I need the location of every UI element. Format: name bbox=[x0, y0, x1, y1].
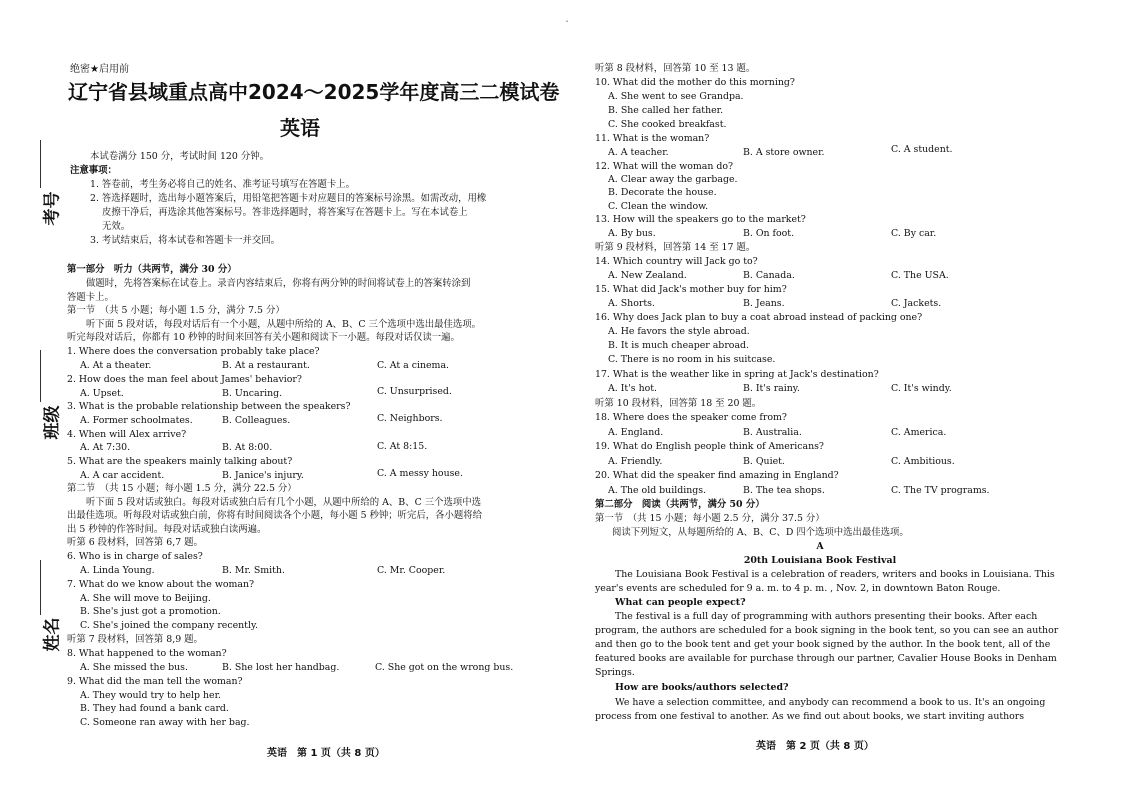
option-c: C. She got on the wrong bus. bbox=[375, 662, 514, 673]
option-a: A. Shorts. bbox=[608, 298, 655, 309]
question-stem: 9. What did the man tell the woman? bbox=[67, 676, 243, 687]
option-a: A. New Zealand. bbox=[608, 270, 687, 281]
option-c: C. There is no room in his suitcase. bbox=[608, 354, 776, 365]
option-b: B. Janice's injury. bbox=[222, 470, 304, 481]
right-page bbox=[560, 0, 1123, 794]
question-stem: 18. Where does the speaker come from? bbox=[595, 412, 787, 423]
page-footer: 英语 第 1 页（共 8 页） bbox=[267, 748, 385, 759]
option-c: C. At 8:15. bbox=[377, 441, 428, 452]
center-mark: ˆ bbox=[565, 20, 569, 29]
part1-section1: 第一节 （共 5 小题；每小题 1.5 分，满分 7.5 分） bbox=[67, 305, 285, 316]
option-b: B. She's just got a promotion. bbox=[80, 606, 221, 617]
option-c: C. She's joined the company recently. bbox=[80, 620, 258, 631]
option-a: A. They would try to help her. bbox=[80, 690, 222, 701]
option-a: A. A car accident. bbox=[80, 470, 165, 481]
question-stem: 13. How will the speakers go to the market? bbox=[595, 214, 806, 225]
option-a: A. By bus. bbox=[608, 228, 656, 239]
section1-intro: 听完每段对话后，你都有 10 秒钟的时间来回答有关小题和阅读下一小题。每段对话仅读一遍。 bbox=[67, 332, 460, 343]
passage-text: We have a selection committee, and anybody can recommend a book to us. It's an ongoing bbox=[615, 697, 1046, 708]
question-stem: 3. What is the probable relationship between the speakers? bbox=[67, 401, 351, 412]
option-b: B. Uncaring. bbox=[222, 388, 283, 399]
passage-text: program, the authors are scheduled for a book signing in the book tent, so you can see an author bbox=[595, 625, 1059, 636]
question-stem: 6. Who is in charge of sales? bbox=[67, 551, 203, 562]
option-c: C. The USA. bbox=[891, 270, 949, 281]
option-c: C. It's windy. bbox=[891, 383, 952, 394]
option-c: C. Ambitious. bbox=[891, 456, 955, 467]
option-b: B. Jeans. bbox=[743, 298, 785, 309]
option-c: C. A messy house. bbox=[377, 468, 463, 479]
question-stem: 4. When will Alex arrive? bbox=[67, 429, 187, 440]
material-heading: 听第 8 段材料，回答第 10 至 13 题。 bbox=[595, 63, 756, 74]
question-stem: 11. What is the woman? bbox=[595, 133, 710, 144]
subject-title: 英语 bbox=[280, 116, 320, 140]
option-b: B. At 8:00. bbox=[222, 442, 273, 453]
option-c: C. A student. bbox=[891, 144, 953, 155]
question-stem: 16. Why does Jack plan to buy a coat abroad instead of packing one? bbox=[595, 312, 923, 323]
option-a: A. A teacher. bbox=[608, 147, 669, 158]
notes-heading: 注意事项： bbox=[70, 165, 117, 176]
option-a: A. She missed the bus. bbox=[80, 662, 188, 673]
gutter-label-exam-number: 考号 bbox=[42, 191, 63, 226]
option-a: A. England. bbox=[608, 427, 664, 438]
notes-item: 2. 答选择题时，选出每小题答案后，用铅笔把答题卡对应题目的答案标号涂黑。如需改动，用橡 bbox=[90, 193, 487, 204]
left-page bbox=[0, 0, 560, 794]
part2-heading: 第二部分 阅读（共两节，满分 50 分） bbox=[595, 499, 765, 510]
material-heading: 听第 7 段材料，回答第 8,9 题。 bbox=[67, 634, 203, 645]
option-b: B. It is much cheaper abroad. bbox=[608, 340, 750, 351]
option-c: C. By car. bbox=[891, 228, 937, 239]
option-a: A. Linda Young. bbox=[80, 565, 155, 576]
gutter-line bbox=[40, 350, 41, 402]
option-c: C. She cooked breakfast. bbox=[608, 119, 727, 130]
question-stem: 14. Which country will Jack go to? bbox=[595, 256, 758, 267]
option-c: C. America. bbox=[891, 427, 947, 438]
question-stem: 5. What are the speakers mainly talking about? bbox=[67, 456, 293, 467]
section2-intro: 出 5 秒钟的作答时间。每段对话或独白读两遍。 bbox=[67, 524, 267, 535]
passage-text: process from one festival to another. As we find out about books, we start inviting authors bbox=[595, 711, 1025, 722]
exam-title: 辽宁省县域重点高中2024～2025学年度高三二模试卷 bbox=[68, 80, 560, 104]
option-b: B. She lost her handbag. bbox=[222, 662, 340, 673]
option-c: C. Clean the window. bbox=[608, 201, 709, 212]
part1-intro: 做题时，先将答案标在试卷上。录音内容结束后，你将有两分钟的时间将试卷上的答案转涂到 bbox=[86, 278, 471, 289]
question-stem: 2. How does the man feel about James' behavior? bbox=[67, 374, 302, 385]
passage-text: and then go to the book tent and get your book signed by the author. In the book tent, all of the bbox=[595, 639, 1051, 650]
option-a: A. At a theater. bbox=[80, 360, 152, 371]
option-b: B. Mr. Smith. bbox=[222, 565, 285, 576]
option-a: A. Upset. bbox=[80, 388, 124, 399]
option-c: C. Someone ran away with her bag. bbox=[80, 717, 250, 728]
section1-intro: 听下面 5 段对话，每段对话后有一个小题，从题中所给的 A、B、C 三个选项中选出最佳选项。 bbox=[86, 319, 481, 330]
gutter-label-class: 班级 bbox=[42, 405, 63, 440]
option-c: C. Neighbors. bbox=[377, 413, 443, 424]
material-heading: 听第 10 段材料，回答第 18 至 20 题。 bbox=[595, 398, 762, 409]
section2-intro: 听下面 5 段对话或独白。每段对话或独白后有几个小题，从题中所给的 A、B、C 三个选项中选 bbox=[86, 497, 481, 508]
option-c: C. Unsurprised. bbox=[377, 386, 452, 397]
option-a: A. She will move to Beijing. bbox=[80, 593, 211, 604]
option-b: B. A store owner. bbox=[743, 147, 825, 158]
option-a: A. Friendly. bbox=[608, 456, 663, 467]
gutter-line bbox=[40, 140, 41, 188]
option-a: A. Clear away the garbage. bbox=[608, 174, 738, 185]
option-b: B. At a restaurant. bbox=[222, 360, 310, 371]
option-b: B. On foot. bbox=[743, 228, 795, 239]
passage-title: 20th Louisiana Book Festival bbox=[743, 555, 897, 566]
passage-text: The Louisiana Book Festival is a celebration of readers, writers and books in Louisiana. This bbox=[615, 569, 1055, 580]
question-stem: 8. What happened to the woman? bbox=[67, 648, 227, 659]
option-c: C. The TV programs. bbox=[891, 485, 990, 496]
secret-mark: 绝密★启用前 bbox=[70, 64, 129, 75]
part1-section2: 第二节 （共 15 小题；每小题 1.5 分，满分 22.5 分） bbox=[67, 483, 297, 494]
question-stem: 12. What will the woman do? bbox=[595, 161, 734, 172]
question-stem: 10. What did the mother do this morning? bbox=[595, 77, 795, 88]
option-c: C. Mr. Cooper. bbox=[377, 565, 446, 576]
option-a: A. She went to see Grandpa. bbox=[608, 91, 744, 102]
page-footer: 英语 第 2 页（共 8 页） bbox=[756, 741, 874, 752]
option-b: B. She called her father. bbox=[608, 105, 724, 116]
notes-intro: 本试卷满分 150 分，考试时间 120 分钟。 bbox=[90, 151, 269, 162]
notes-item: 皮擦干净后，再选涂其他答案标号。答非选择题时，将答案写在答题卡上。写在本试卷上 bbox=[102, 207, 468, 218]
passage-text: Springs. bbox=[595, 667, 635, 678]
option-b: B. Quiet. bbox=[743, 456, 785, 467]
option-a: A. He favors the style abroad. bbox=[608, 326, 750, 337]
question-stem: 19. What do English people think of Americans? bbox=[595, 441, 824, 452]
option-b: B. They had found a bank card. bbox=[80, 703, 229, 714]
gutter-line bbox=[40, 560, 41, 615]
option-b: B. Decorate the house. bbox=[608, 187, 717, 198]
material-heading: 听第 9 段材料，回答第 14 至 17 题。 bbox=[595, 242, 756, 253]
gutter-label-name: 姓名 bbox=[42, 617, 63, 652]
option-c: C. Jackets. bbox=[891, 298, 942, 309]
passage-text: featured books are available for purchase through our partner, Cavalier House Books in Denham bbox=[595, 653, 1057, 664]
part1-intro: 答题卡上。 bbox=[67, 292, 114, 303]
option-a: A. It's hot. bbox=[608, 383, 657, 394]
passage-letter: A bbox=[816, 541, 824, 552]
notes-item: 3. 考试结束后，将本试卷和答题卡一并交回。 bbox=[90, 235, 281, 246]
option-b: B. It's rainy. bbox=[743, 383, 800, 394]
notes-item: 无效。 bbox=[102, 221, 131, 232]
option-a: A. At 7:30. bbox=[80, 442, 131, 453]
question-stem: 17. What is the weather like in spring at Jack's destination? bbox=[595, 369, 879, 380]
option-a: A. The old buildings. bbox=[608, 485, 707, 496]
question-stem: 20. What did the speaker find amazing in England? bbox=[595, 470, 839, 481]
option-c: C. At a cinema. bbox=[377, 360, 450, 371]
part2-section1-intro: 阅读下列短文，从每题所给的 A、B、C、D 四个选项中选出最佳选项。 bbox=[612, 527, 909, 538]
question-stem: 15. What did Jack's mother buy for him? bbox=[595, 284, 787, 295]
option-a: A. Former schoolmates. bbox=[80, 415, 193, 426]
question-stem: 1. Where does the conversation probably take place? bbox=[67, 346, 320, 357]
notes-item: 1. 答卷前，考生务必将自己的姓名、准考证号填写在答题卡上。 bbox=[90, 179, 356, 190]
part1-heading: 第一部分 听力（共两节，满分 30 分） bbox=[67, 264, 237, 275]
passage-subheading: What can people expect? bbox=[615, 597, 746, 608]
passage-text: The festival is a full day of programming with authors presenting their books. After each bbox=[615, 611, 1038, 622]
option-b: B. Australia. bbox=[743, 427, 802, 438]
question-stem: 7. What do we know about the woman? bbox=[67, 579, 255, 590]
option-b: B. Colleagues. bbox=[222, 415, 291, 426]
passage-text: year's events are scheduled for 9 a. m. to 4 p. m. , Nov. 2, in downtown Baton Rouge. bbox=[595, 583, 1001, 594]
section2-intro: 出最佳选项。听每段对话或独白前，你将有时间阅读各个小题，每小题 5 秒钟；听完后，各小题将给 bbox=[67, 510, 483, 521]
option-b: B. The tea shops. bbox=[743, 485, 825, 496]
passage-subheading: How are books/authors selected? bbox=[615, 682, 789, 693]
part2-section1: 第一节 （共 15 小题；每小题 2.5 分，满分 37.5 分） bbox=[595, 513, 825, 524]
option-b: B. Canada. bbox=[743, 270, 795, 281]
material-heading: 听第 6 段材料，回答第 6,7 题。 bbox=[67, 537, 203, 548]
